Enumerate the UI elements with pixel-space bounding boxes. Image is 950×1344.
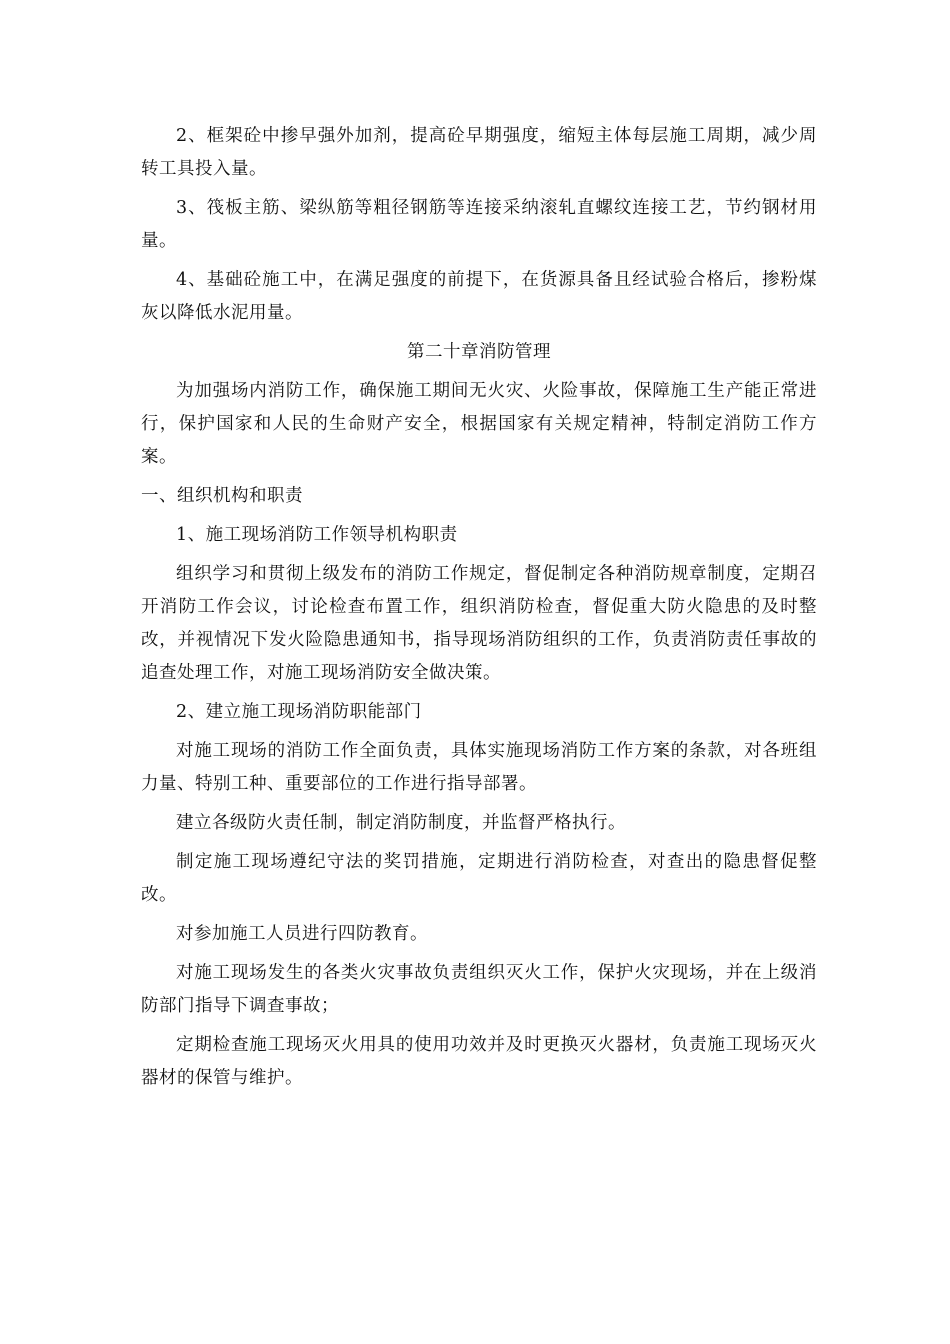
- paragraph-leadership-duties: 组织学习和贯彻上级发布的消防工作规定，督促制定各种消防规章制度，定期召开消防工作会议，讨论检查布置工作，组织消防检查，督促重大防火隐患的及时整改，并视情况下发火险隐患通知书，指导现场消防组织的工作，负责消防责任事故的追查处理工作，对施工现场消防安全做决策。: [141, 564, 817, 683]
- chapter-heading: 第二十章消防管理: [407, 342, 551, 362]
- paragraph-department-duty-1: 对施工现场的消防工作全面负责，具体实施现场消防工作方案的条款，对各班组力量、特别工种、重要部位的工作进行指导部署。: [141, 741, 817, 794]
- paragraph-department-duty-2: 建立各级防火责任制，制定消防制度，并监督严格执行。: [176, 813, 626, 833]
- paragraph-department-duty-6: 定期检查施工现场灭火用具的使用功效并及时更换灭火器材，负责施工现场灭火器材的保管与维护。: [141, 1035, 817, 1088]
- paragraph-department-duty-3: 制定施工现场遵纪守法的奖罚措施，定期进行消防检查，对查出的隐患督促整改。: [141, 852, 817, 905]
- paragraph-intro: 为加强场内消防工作，确保施工期间无火灾、火险事故，保障施工生产能正常进行，保护国家和人民的生命财产安全，根据国家有关规定精神，特制定消防工作方案。: [141, 381, 817, 467]
- paragraph-measure-4: 4、基础砼施工中，在满足强度的前提下，在货源具备且经试验合格后，掺粉煤灰以降低水泥用量。: [141, 270, 817, 323]
- paragraph-department-duty-5: 对施工现场发生的各类火灾事故负责组织灭火工作，保护火灾现场，并在上级消防部门指导下调查事故；: [141, 963, 817, 1016]
- paragraph-department-duty-4: 对参加施工人员进行四防教育。: [176, 924, 428, 944]
- paragraph-measure-2: 2、框架砼中掺早强外加剂，提高砼早期强度，缩短主体每层施工周期，减少周转工具投入量。: [141, 126, 817, 179]
- subheading-leadership: 1、施工现场消防工作领导机构职责: [176, 525, 458, 545]
- paragraph-measure-3: 3、筏板主筋、梁纵筋等粗径钢筋等连接采纳滚轧直螺纹连接工艺，节约钢材用量。: [141, 198, 817, 251]
- section-heading-organization: 一、组织机构和职责: [141, 486, 303, 506]
- document-body: [141, 120, 817, 1101]
- subheading-department: 2、建立施工现场消防职能部门: [176, 702, 422, 722]
